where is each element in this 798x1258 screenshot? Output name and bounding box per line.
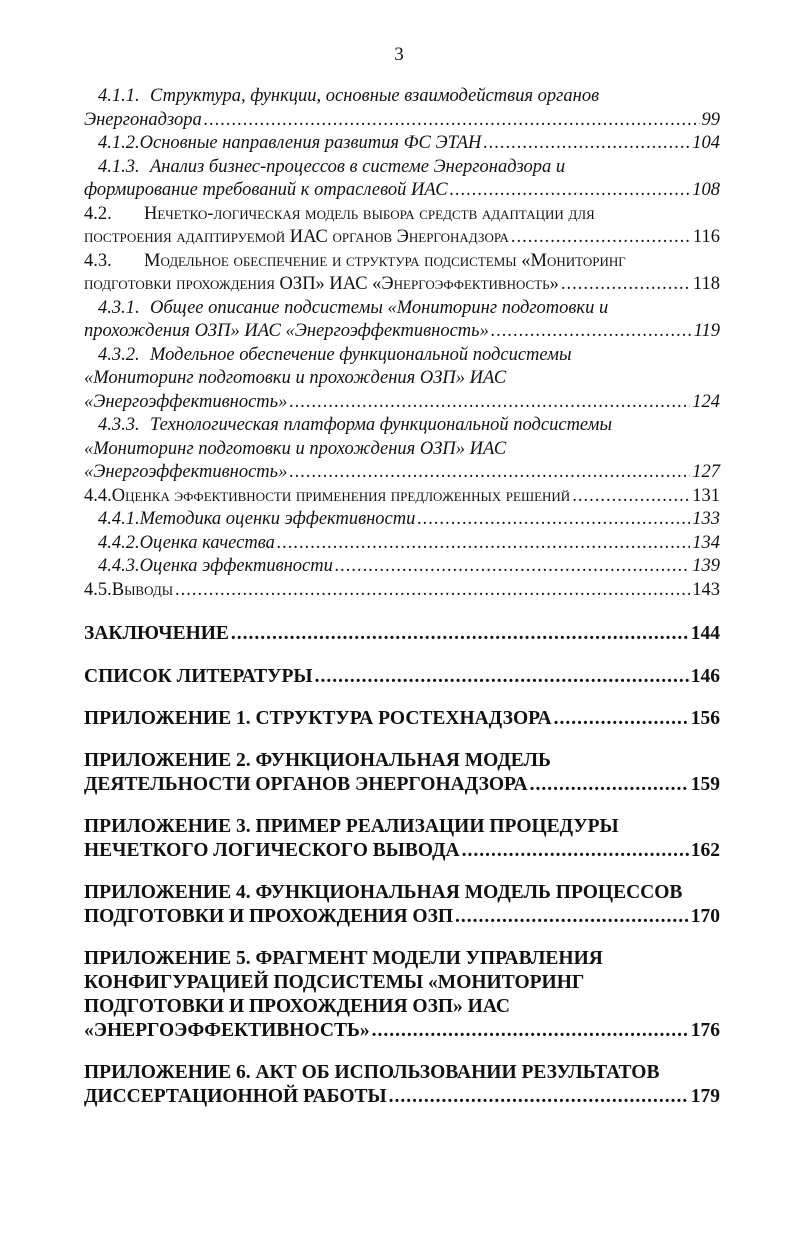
toc-entry-4-3-1[interactable] xyxy=(84,297,720,344)
entry-title-line: «Мониторинг подготовки и прохождения ОЗП» ИАС xyxy=(84,368,507,388)
leader-dots xyxy=(289,391,690,415)
page-ref: 162 xyxy=(690,840,720,861)
chapter-title: ДЕЯТЕЛЬНОСТИ ОРГАНОВ ЭНЕРГОНАДЗОРА xyxy=(84,774,528,795)
entry-title: Оценка качества xyxy=(139,532,275,553)
page-ref: 143 xyxy=(692,579,720,600)
leader-dots xyxy=(372,1019,689,1043)
page-ref: 179 xyxy=(690,1086,720,1107)
entry-number: 4.4.2. xyxy=(98,532,140,553)
page-ref: 133 xyxy=(692,509,720,529)
leader-dots xyxy=(554,707,689,731)
leader-dots xyxy=(455,905,689,929)
toc-entry-4-4-1[interactable] xyxy=(84,508,720,532)
entry-title-line: Нечетко-логическая модель выбора средств адаптации для xyxy=(144,203,595,224)
entry-title: Методика оценки эффективности xyxy=(139,509,416,529)
leader-dots xyxy=(289,461,690,485)
entry-number: 4.5. xyxy=(84,579,112,600)
leader-dots xyxy=(511,226,691,250)
chapter-title: ДИССЕРТАЦИОННОЙ РАБОТЫ xyxy=(84,1086,387,1107)
chapter-title-line: ПРИЛОЖЕНИЕ 6. АКТ ОБ ИСПОЛЬЗОВАНИИ РЕЗУЛЬТАТОВ xyxy=(84,1062,660,1083)
toc-entry-4-1-3[interactable] xyxy=(84,156,720,203)
page-ref: 119 xyxy=(693,321,720,341)
entry-title-line: Модельное обеспечение функциональной подсистемы xyxy=(150,344,572,365)
entry-title: подготовки прохождения ОЗП» ИАС «Энергоэффективность» xyxy=(84,274,559,294)
entry-number: 4.4.3. xyxy=(98,556,140,576)
entry-number: 4.2. xyxy=(84,203,112,224)
leader-dots xyxy=(572,485,690,509)
chapter-title-line: ПРИЛОЖЕНИЕ 5. ФРАГМЕНТ МОДЕЛИ УПРАВЛЕНИЯ xyxy=(84,948,603,969)
toc-entry-4-3-3[interactable] xyxy=(84,414,720,485)
toc-appendix-2[interactable] xyxy=(84,749,720,797)
page-ref: 134 xyxy=(692,532,720,553)
leader-dots xyxy=(277,532,690,556)
entry-number: 4.4.1. xyxy=(98,509,140,529)
toc-entry-4-1-1[interactable] xyxy=(84,85,720,132)
chapter-title-line: ПРИЛОЖЕНИЕ 2. ФУНКЦИОНАЛЬНАЯ МОДЕЛЬ xyxy=(84,750,551,771)
toc-appendix-4[interactable] xyxy=(84,881,720,929)
page-ref: 176 xyxy=(690,1020,720,1041)
page-ref: 144 xyxy=(690,623,720,644)
toc-appendix-5[interactable] xyxy=(84,947,720,1043)
leader-dots xyxy=(561,273,691,297)
entry-number: 4.1.1. xyxy=(98,86,140,106)
page-ref: 131 xyxy=(692,485,720,506)
chapter-title-line: ПОДГОТОВКИ И ПРОХОЖДЕНИЯ ОЗП» ИАС xyxy=(84,996,511,1017)
toc-entry-4-4-2[interactable] xyxy=(84,532,720,556)
toc-appendix-1[interactable] xyxy=(84,707,720,731)
toc-chapter-references[interactable] xyxy=(84,665,720,689)
entry-title-line: Технологическая платформа функциональной подсистемы xyxy=(150,415,613,435)
entry-title: Оценка эффективности применения предложенных решений xyxy=(111,485,571,506)
toc-entry-4-3-2[interactable] xyxy=(84,344,720,415)
table-of-contents xyxy=(84,85,720,602)
leader-dots xyxy=(491,320,692,344)
leader-dots xyxy=(417,508,690,532)
chapter-title: СПИСОК ЛИТЕРАТУРЫ xyxy=(84,666,313,687)
toc-entry-4-2[interactable] xyxy=(84,203,720,250)
entry-number: 4.1.3. xyxy=(98,156,140,177)
leader-dots xyxy=(335,555,690,579)
entry-title: прохождения ОЗП» ИАС «Энергоэффективность» xyxy=(84,321,489,341)
page-ref: 170 xyxy=(690,906,720,927)
entry-title: «Энергоэффективность» xyxy=(84,391,288,412)
toc-entry-4-1-2[interactable] xyxy=(84,132,720,156)
chapter-title: ЗАКЛЮЧЕНИЕ xyxy=(84,623,229,644)
chapter-title: ПОДГОТОВКИ И ПРОХОЖДЕНИЯ ОЗП xyxy=(84,906,454,927)
toc-entry-4-3[interactable] xyxy=(84,250,720,297)
entry-title: формирование требований к отраслевой ИАС xyxy=(84,180,448,200)
toc-appendix-3[interactable] xyxy=(84,815,720,863)
page-ref: 124 xyxy=(692,391,720,412)
entry-number: 4.3.2. xyxy=(98,344,140,365)
toc-chapter-conclusion[interactable] xyxy=(84,622,720,646)
chapter-title-line: КОНФИГУРАЦИЕЙ ПОДСИСТЕМЫ «МОНИТОРИНГ xyxy=(84,972,585,993)
toc-appendix-6[interactable] xyxy=(84,1061,720,1109)
leader-dots xyxy=(462,839,689,863)
entry-number: 4.3.3. xyxy=(98,415,140,435)
leader-dots xyxy=(315,665,689,689)
chapter-title-line: ПРИЛОЖЕНИЕ 3. ПРИМЕР РЕАЛИЗАЦИИ ПРОЦЕДУРЫ xyxy=(84,816,619,837)
entry-number: 4.3.1. xyxy=(98,297,140,318)
page-ref: 104 xyxy=(692,133,720,153)
page-ref: 139 xyxy=(692,556,720,576)
toc-entry-4-5[interactable] xyxy=(84,579,720,603)
entry-title: Энергонадзора xyxy=(84,109,202,130)
toc-entry-4-4[interactable] xyxy=(84,485,720,509)
leader-dots xyxy=(483,132,690,156)
entry-title: построения адаптируемой ИАС органов Энергонадзора xyxy=(84,227,509,247)
leader-dots xyxy=(389,1085,689,1109)
chapter-title-line: ПРИЛОЖЕНИЕ 4. ФУНКЦИОНАЛЬНАЯ МОДЕЛЬ ПРОЦЕССОВ xyxy=(84,882,683,903)
toc-entry-4-4-3[interactable] xyxy=(84,555,720,579)
chapter-title: НЕЧЕТКОГО ЛОГИЧЕСКОГО ВЫВОДА xyxy=(84,840,460,861)
chapter-title: ПРИЛОЖЕНИЕ 1. СТРУКТУРА РОСТЕХНАДЗОРА xyxy=(84,708,552,729)
entry-title-line: «Мониторинг подготовки и прохождения ОЗП» ИАС xyxy=(84,438,507,459)
page-ref: 108 xyxy=(692,180,720,200)
entry-title-line: Структура, функции, основные взаимодействия органов xyxy=(150,86,600,106)
entry-title-line: Общее описание подсистемы «Мониторинг подготовки и xyxy=(150,297,609,318)
entry-title: Оценка эффективности xyxy=(139,556,333,576)
entry-number: 4.4. xyxy=(84,485,112,506)
page-ref: 99 xyxy=(701,109,720,130)
entry-title: Основные направления развития ФС ЭТАН xyxy=(139,133,482,153)
leader-dots xyxy=(231,622,689,646)
page-ref: 159 xyxy=(690,774,720,795)
page-ref: 127 xyxy=(692,462,720,482)
leader-dots xyxy=(204,109,700,133)
entry-number: 4.1.2. xyxy=(98,133,140,153)
page-ref: 156 xyxy=(690,708,720,729)
entry-title-line: Модельное обеспечение и структура подсистемы «Мониторинг xyxy=(144,250,626,271)
leader-dots xyxy=(450,179,691,203)
chapter-title: «ЭНЕРГОЭФФЕКТИВНОСТЬ» xyxy=(84,1020,370,1041)
page-ref: 118 xyxy=(692,274,720,294)
entry-title: Выводы xyxy=(111,579,174,600)
entry-number: 4.3. xyxy=(84,250,112,271)
leader-dots xyxy=(175,579,690,603)
entry-title: «Энергоэффективность» xyxy=(84,462,288,482)
page-ref: 116 xyxy=(692,227,720,247)
entry-title-line: Анализ бизнес-процессов в системе Энергонадзора и xyxy=(150,156,566,177)
page-number: 3 xyxy=(394,44,404,65)
page-ref: 146 xyxy=(690,666,720,687)
leader-dots xyxy=(530,773,689,797)
